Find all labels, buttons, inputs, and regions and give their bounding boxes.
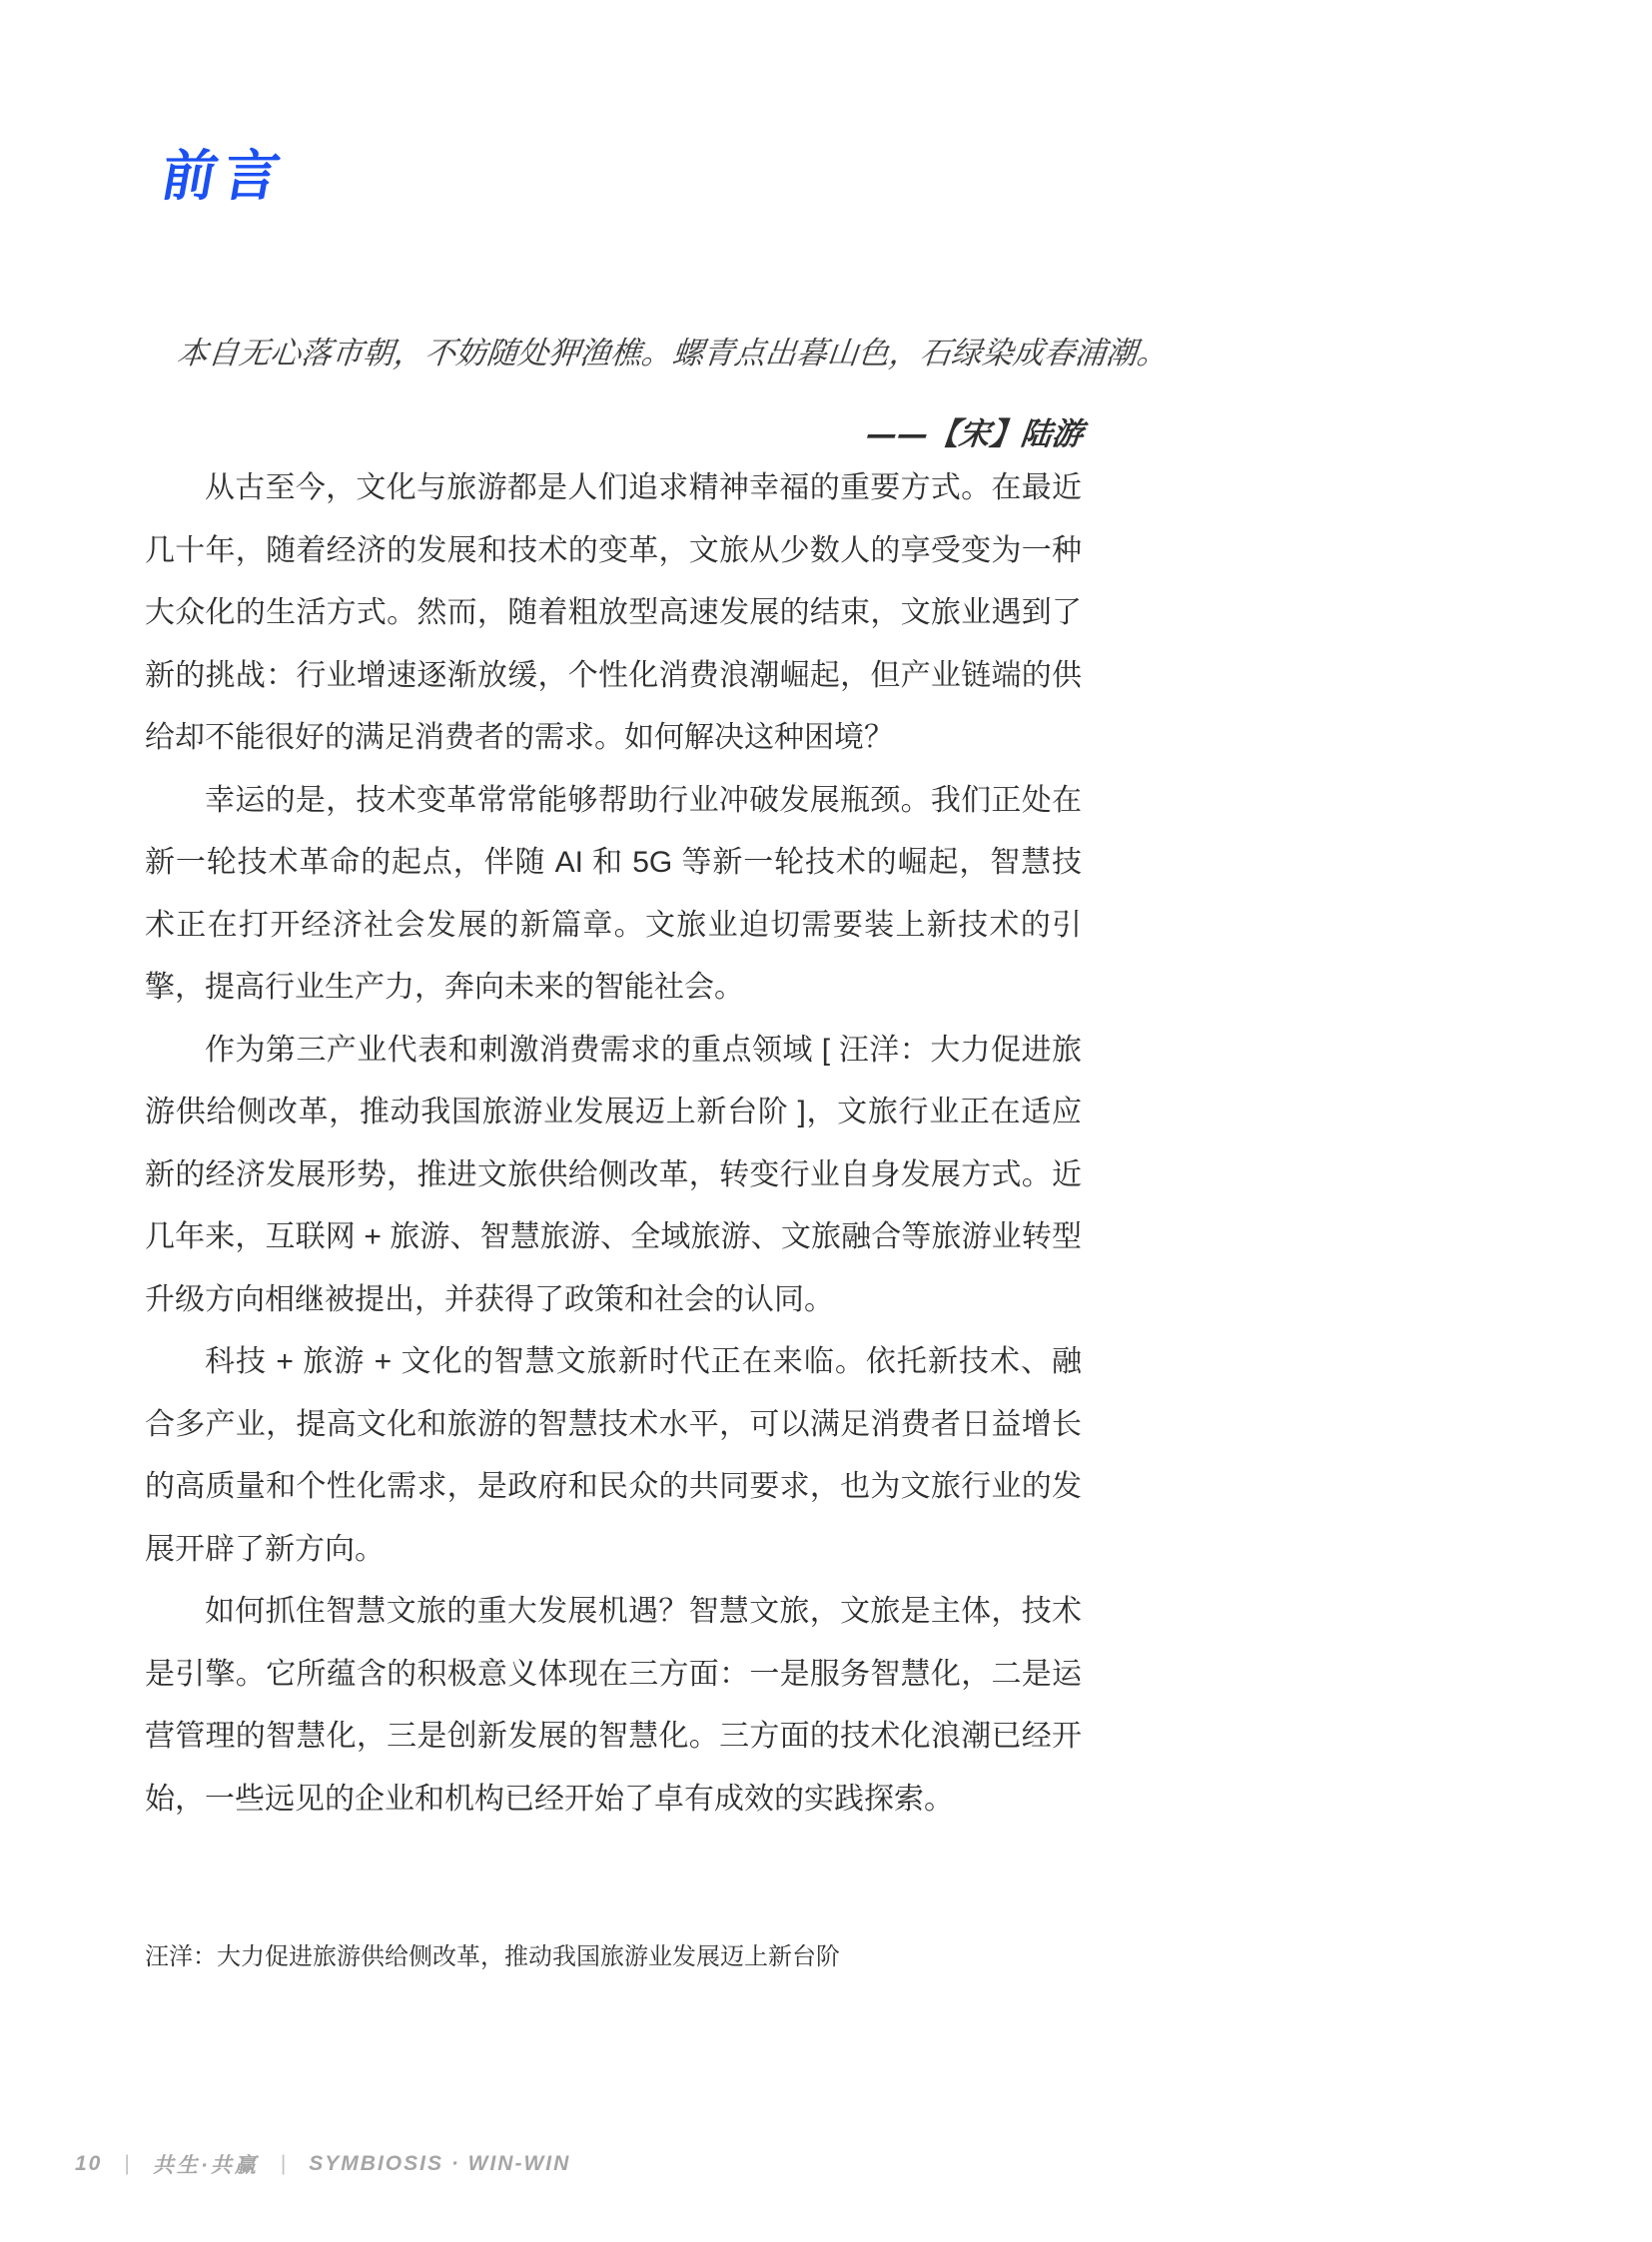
footer-label-cn: 共生·共赢 bbox=[152, 2154, 259, 2177]
footer-separator: | bbox=[124, 2152, 131, 2175]
epigraph bbox=[145, 333, 1171, 453]
epigraph-attribution: ——【宋】陆游 bbox=[864, 416, 1085, 452]
body-paragraph: 从古至今，文化与旅游都是人们追求精神幸福的重要方式。在最近几十年，随着经济的发展和技术的变革，文旅从少数人的享受变为一种大众化的生活方式。然而，随着粗放型高速发展的结束，文旅业遇到了新的挑战：行业增速逐渐放缓，个性化消费浪潮崛起，但产业链端的供给却不能很好的满足消费者的需求。如何解决这种困境？ bbox=[145, 471, 1082, 754]
footer-separator: | bbox=[280, 2152, 288, 2175]
body-paragraph: 科技 + 旅游 + 文化的智慧文旅新时代正在来临。依托新技术、融合多产业，提高文化和旅游的智慧技术水平，可以满足消费者日益增长的高质量和个性化需求，是政府和民众的共同要求，也为文旅行业的发展开辟了新方向。 bbox=[145, 1345, 1082, 1566]
footnote: 汪洋：大力促进旅游供给侧改革，推动我国旅游业发展迈上新台阶 bbox=[145, 1943, 840, 1970]
body-text bbox=[145, 457, 1082, 1831]
footer-label-en: SYMBIOSIS · WIN-WIN bbox=[309, 2152, 571, 2175]
page-footer bbox=[75, 2149, 570, 2179]
epigraph-poem: 本自无心落市朝，不妨随处狎渔樵。螺青点出暮山色，石绿染成春浦潮。 bbox=[175, 336, 1171, 372]
page-number: 10 bbox=[75, 2152, 103, 2175]
body-paragraph: 作为第三产业代表和刺激消费需求的重点领域 [ 汪洋：大力促进旅游供给侧改革，推动我国旅游业发展迈上新台阶 ]，文旅行业正在适应新的经济发展形势，推进文旅供给侧改革，转变行业自身发展方式。近几年来，互联网 + 旅游、智慧旅游、全域旅游、文旅融合等旅游业转型升级方向相继被提出，并获得了政策和社会的认同。 bbox=[145, 1033, 1082, 1316]
body-paragraph: 如何抓住智慧文旅的重大发展机遇？智慧文旅，文旅是主体，技术是引擎。它所蕴含的积极意义体现在三方面：一是服务智慧化，二是运营管理的智慧化，三是创新发展的智慧化。三方面的技术化浪潮已经开始，一些远见的企业和机构已经开始了卓有成效的实践探索。 bbox=[145, 1595, 1082, 1816]
page-title: 前言 bbox=[156, 145, 292, 207]
body-paragraph: 幸运的是，技术变革常常能够帮助行业冲破发展瓶颈。我们正处在新一轮技术革命的起点，伴随 AI 和 5G 等新一轮技术的崛起，智慧技术正在打开经济社会发展的新篇章。文旅业迫切需要装上新技术的引擎，提高行业生产力，奔向未来的智能社会。 bbox=[145, 783, 1082, 1004]
